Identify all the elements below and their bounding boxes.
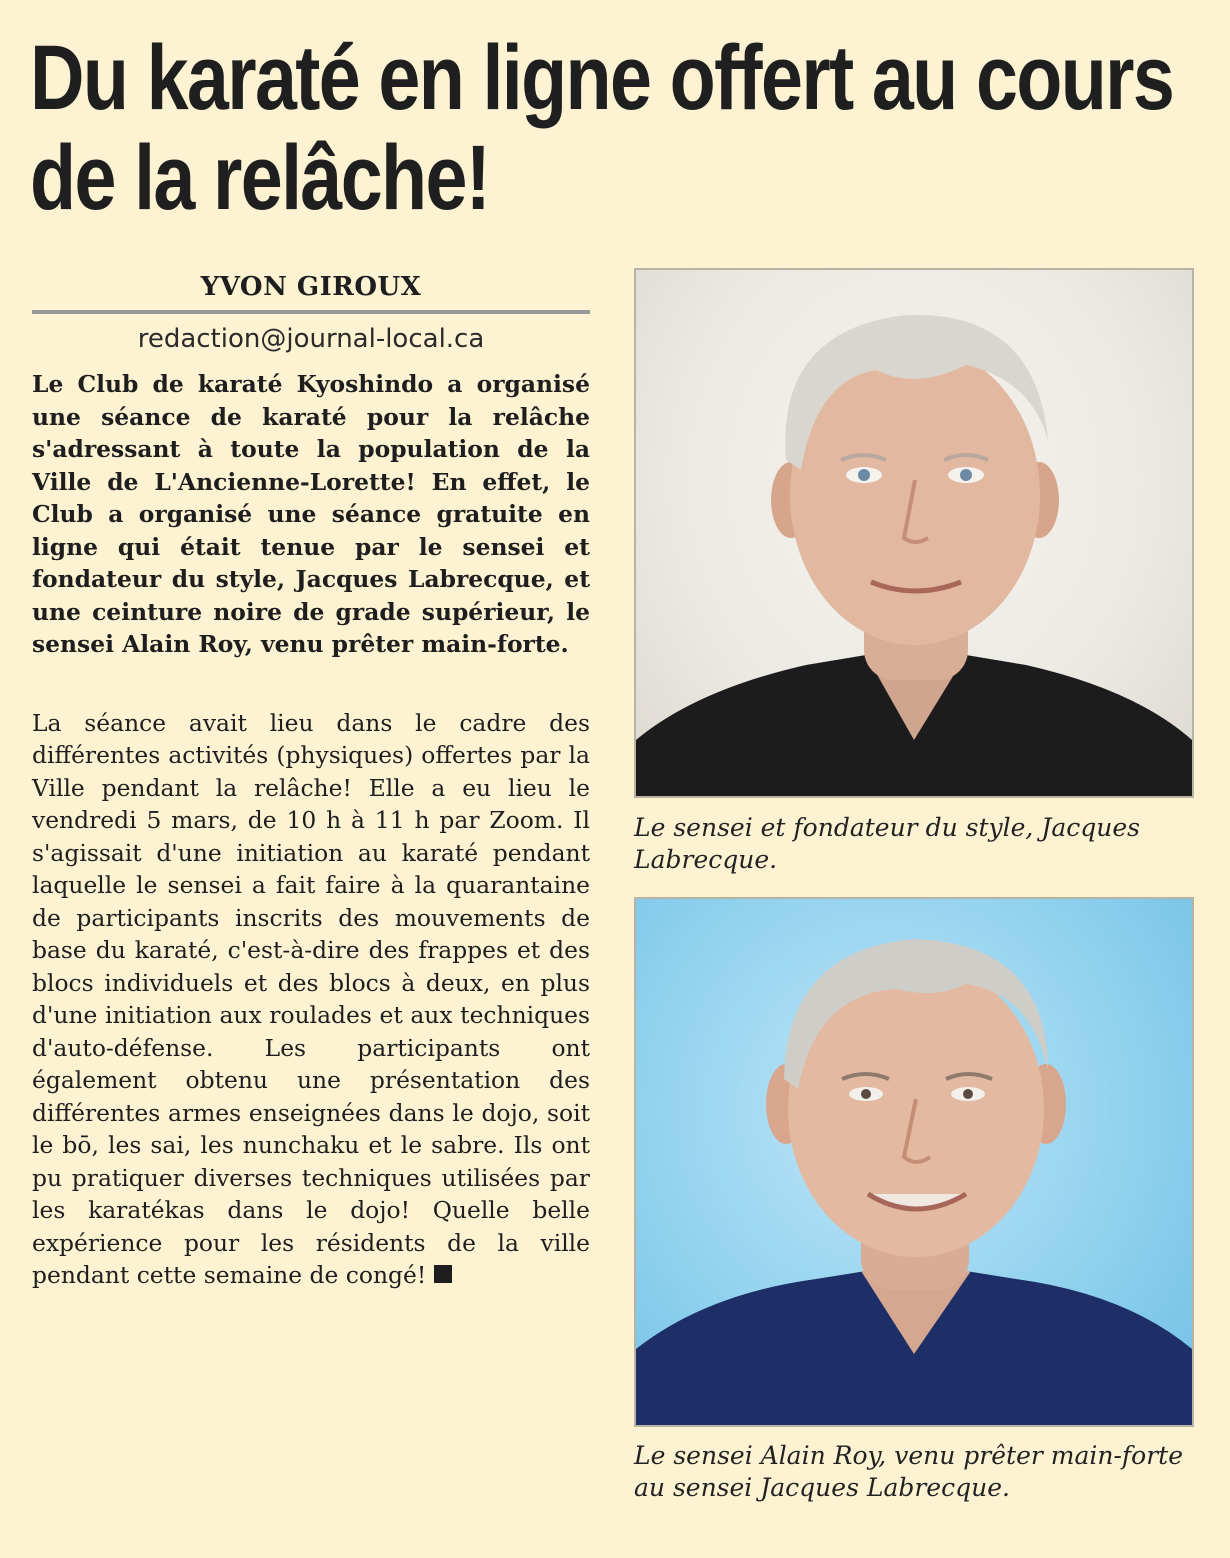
headline: Du karaté en ligne offert au cours de la relâche! xyxy=(30,27,1174,229)
photo-caption-2: Le sensei Alain Roy, venu prêter main-forte au sensei Jacques Labrecque. xyxy=(634,1441,1184,1502)
article-body-text: La séance avait lieu dans le cadre des différentes activités (physiques) offertes par la Ville pendant la relâche! Elle a eu lieu le vendredi 5 mars, de 10 h à 11 h par Zoom. Il s'agissait d'une initiation au karaté pendant laquelle le sensei a fait faire à la quarantaine de participants inscrits des mouvements de base du karaté, c'est-à-dire des frappes et des blocs individuels et des blocs à deux, en plus d'une initiation aux roulades et aux techniques d'auto-défense. Les participants ont également obtenu une présentation des différentes armes enseignées dans le dojo, soit le bō, les sai, les nunchaku et le sabre. Ils ont pu pratiquer diverses techniques utilisées par les karatékas dans le dojo! Quelle belle expérience pour les résidents de la ville pendant cette semaine de congé! xyxy=(32,708,590,1289)
article-body xyxy=(32,707,590,1292)
photo-caption-1: Le sensei et fondateur du style, Jacques Labrecque. xyxy=(634,813,1140,874)
article-column xyxy=(32,272,590,1292)
end-of-article-mark xyxy=(434,1265,452,1283)
photo-alain-roy xyxy=(634,897,1194,1427)
portrait-illustration-1 xyxy=(636,270,1192,796)
portrait-illustration-2 xyxy=(636,899,1192,1425)
photo-jacques-labrecque xyxy=(634,268,1194,798)
author-email: redaction@journal-local.ca xyxy=(137,324,485,354)
author-byline: YVON GIROUX xyxy=(32,272,590,314)
article-lead: Le Club de karaté Kyoshindo a organisé une séance de karaté pour la relâche s'adressant à toute la population de la Ville de L'Ancienne-Lorette! En effet, le Club a organisé une séance gratuite en ligne qui était tenue par le sensei et fondateur du style, Jacques Labrecque, et une ceinture noire de grade supérieur, le sensei Alain Roy, venu prêter main-forte. xyxy=(32,370,590,658)
